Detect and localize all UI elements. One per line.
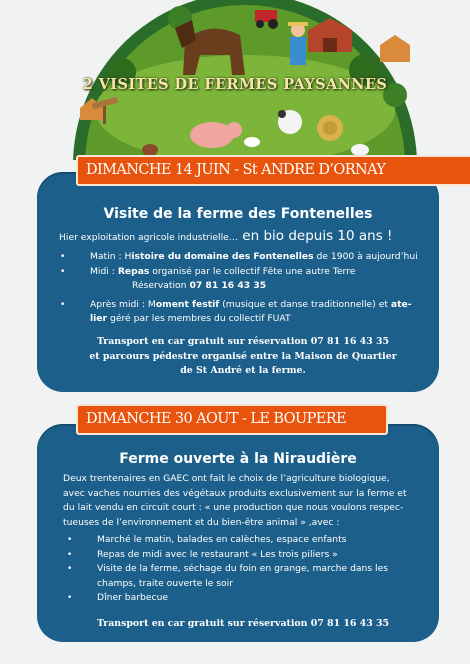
event-schedule-list [60, 250, 432, 327]
list-item: • Repas de midi avec le restaurant « Les trois piliers » [67, 548, 427, 563]
list-item-continuation: Réservation 07 81 16 43 35 [132, 280, 267, 291]
bullet-icon: • [60, 266, 66, 277]
farm-illustration [0, 0, 470, 160]
bullet-icon: • [67, 535, 73, 545]
event-card-august [37, 424, 439, 642]
bullet-icon: • [60, 299, 66, 310]
list-item: • Marché le matin, balades en calèches, espace enfants [67, 533, 427, 548]
bullet-icon: • [67, 564, 73, 574]
bullet-icon: • [60, 252, 66, 262]
list-item: • Visite de la ferme, séchage du foin en grange, marche dans les [67, 562, 427, 577]
transport-info: Transport en car gratuit sur réservation 07 81 16 43 35 et parcours pédestre organisé entre la Maison de Quartier de St André et la ferme. [89, 336, 397, 376]
list-item: • Après midi : Moment festif (musique et danse traditionnelle) et ate- [60, 298, 432, 313]
event-date-banner: DIMANCHE 30 AOUT - LE BOUPERE [76, 404, 388, 435]
bullet-icon: • [67, 549, 73, 560]
list-item: • Matin : Histoire du domaine des Fontenelles de 1900 à aujourd’hui [60, 250, 432, 265]
transport-info: Transport en car gratuit sur réservation 07 81 16 43 35 [96, 618, 390, 629]
event-card-june [37, 172, 439, 392]
list-item: • Midi : Repas organisé par le collectif Fête une autre Terre [60, 265, 432, 280]
list-item-continuation: champs, traite ouverte le soir [97, 577, 234, 589]
event-intro: Hier exploitation agricole industrielle… en bio depuis 10 ans ! [59, 228, 393, 244]
list-item: • Dîner barbecue [67, 591, 427, 606]
list-item-continuation: lier géré par les membres du collectif FUAT [90, 313, 291, 324]
event-title: Ferme ouverte à la Niraudière [119, 451, 357, 467]
event-description: Deux trentenaires en GAEC ont fait le choix de l’agriculture biologique, avec vaches nourries des végétaux produits exclusivement sur la ferme et du lait vendu en circuit court : « une production que nous voulons respec- tueuses de l’environnement et du bien-être animal » ,avec : [63, 473, 407, 528]
event-date-banner: DIMANCHE 14 JUIN - St ANDRE D’ORNAY [76, 155, 470, 186]
event-activity-list [67, 533, 427, 606]
bullet-icon: • [67, 593, 73, 603]
page-title: 2 VISITES DE FERMES PAYSANNES [82, 76, 388, 93]
event-title: Visite de la ferme des Fontenelles [103, 206, 373, 222]
